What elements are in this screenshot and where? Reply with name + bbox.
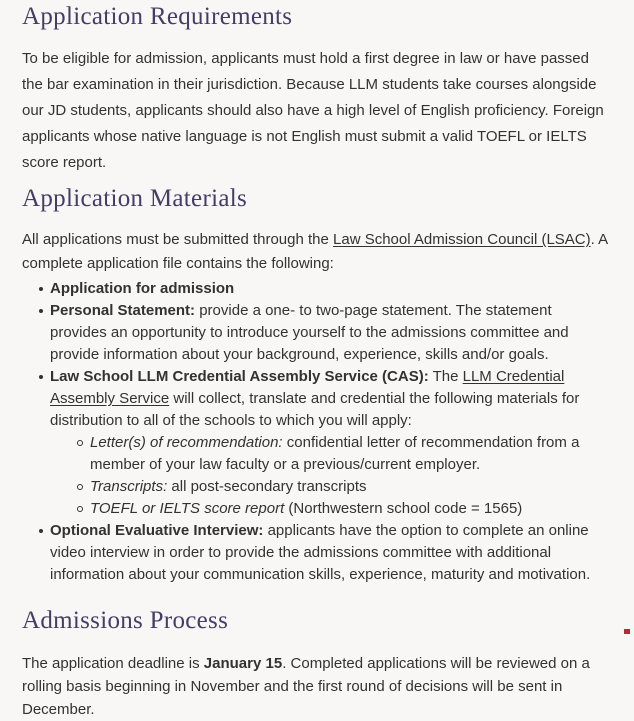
transcripts-label: Transcripts: — [90, 478, 168, 495]
materials-intro-post: . A complete application file contains the following: — [22, 231, 608, 272]
personal-statement-label: Personal Statement: — [50, 302, 196, 319]
cas-label: Law School LLM Credential Assembly Service (CAS): — [50, 368, 429, 385]
interview-label: Optional Evaluative Interview: — [50, 522, 264, 539]
cas-post: will collect, translate and credential the following materials for distribution to all of the schools to which you will apply: — [50, 390, 580, 429]
deadline-post: . Completed applications will be reviewed on a rolling basis beginning in November and the first round of decisions will be sent in December. — [22, 655, 590, 718]
content — [22, 2, 612, 721]
process-deadline — [22, 652, 612, 721]
cas-link[interactable]: LLM Credential Assembly Service — [50, 368, 565, 407]
heading-application-requirements: Application Requirements — [22, 3, 293, 30]
application-for-admission-label: Application for admission — [50, 280, 235, 297]
letters-label: Letter(s) of recommendation: — [90, 434, 283, 451]
interview-text: applicants have the option to complete an online video interview in order to provide the admissions committee with additional information about your communication skills, experience, maturity and motivation. — [50, 522, 591, 583]
list-item-personal-statement — [50, 300, 612, 366]
list-item-cas — [50, 366, 612, 520]
letters-text: confidential letter of recommendation from a member of your law faculty or a previous/current employer. — [90, 434, 580, 473]
section-application-materials — [22, 184, 612, 586]
toefl-text: (Northwestern school code = 1565) — [284, 500, 523, 517]
sublist-item-toefl — [90, 498, 612, 520]
transcripts-text: all post-secondary transcripts — [167, 478, 367, 495]
materials-intro-pre: All applications must be submitted through the — [22, 231, 334, 248]
personal-statement-text: provide a one- to two-page statement. The statement provides an opportunity to introduce yourself to the admissions committee and provide information about your background, experience, skills and/or goals. — [50, 302, 569, 363]
artifact-red-speck — [624, 629, 630, 634]
lsac-link[interactable]: Law School Admission Council (LSAC) — [333, 231, 591, 248]
materials-list — [22, 278, 612, 586]
sublist-item-transcripts — [90, 476, 612, 498]
requirements-body: To be eligible for admission, applicants must hold a first degree in law or have passed the bar examination in their jurisdiction. Because LLM students take courses alongside our JD students, applicants should also have a high level of English proficiency. Foreign applicants whose native language is not English must submit a valid TOEFL or IELTS score report. — [22, 50, 604, 171]
section-application-requirements — [22, 2, 612, 176]
toefl-label: TOEFL or IELTS score report — [90, 500, 285, 517]
heading-application-materials: Application Materials — [22, 185, 247, 212]
sublist-item-letters — [90, 432, 612, 476]
section-admissions-process — [22, 606, 612, 721]
deadline-pre: The application deadline is — [22, 655, 204, 672]
cas-sublist — [62, 432, 612, 520]
heading-admissions-process: Admissions Process — [22, 607, 229, 634]
list-item-interview — [50, 520, 612, 586]
materials-intro — [22, 228, 612, 276]
list-item-application-for-admission — [50, 278, 612, 300]
deadline-date: January 15 — [203, 655, 283, 672]
cas-pre: The — [428, 368, 463, 385]
